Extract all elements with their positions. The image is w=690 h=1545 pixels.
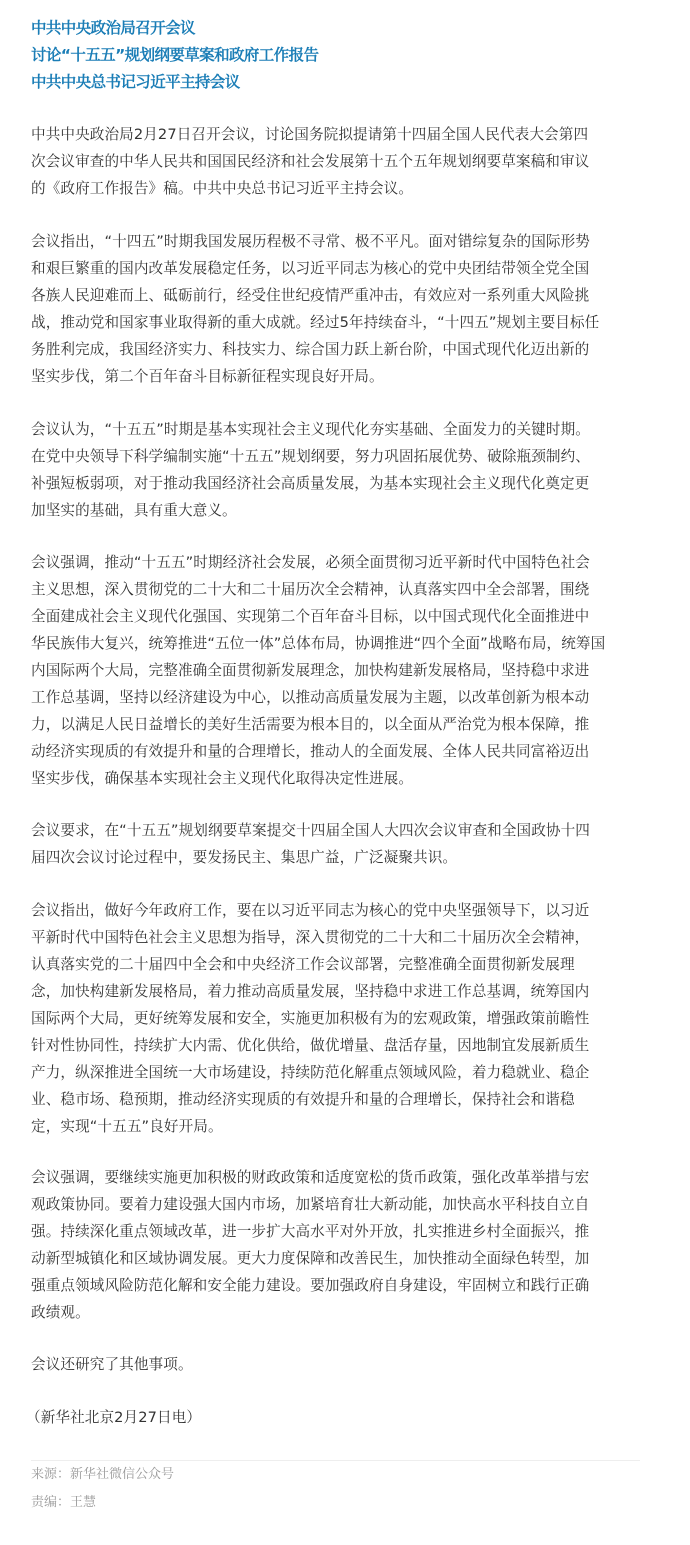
paragraph-policy-emphasis: [31, 1164, 671, 1326]
text-line: 内国际两个大局，完整准确全面贯彻新发展理念，加快构建新发展格局，坚持稳中求进: [31, 662, 590, 679]
text-line: 会议要求，在“十五五”规划纲要草案提交十四届全国人大四次会议审查和全国政协十四: [31, 822, 590, 839]
text-line: 动经济实现质的有效提升和量的合理增长，推动人的全面发展、全体人民共同富裕迈出: [31, 743, 590, 760]
footer-divider: [31, 1460, 640, 1461]
text-line: 会议强调，要继续实施更加积极的财政政策和适度宽松的货币政策，强化改革举措与宏: [31, 1169, 590, 1186]
paragraph-15th-plan-significance: [31, 416, 671, 524]
text-line: 届四次会议讨论过程中，要发扬民主、集思广益，广泛凝聚共识。: [31, 849, 458, 866]
text-line: 会议认为，“十五五”时期是基本实现社会主义现代化夯实基础、全面发力的关键时期。: [31, 421, 590, 438]
text-line: 强重点领域风险防范化解和安全能力建设。要加强政府自身建设，牢固树立和践行正确: [31, 1277, 590, 1294]
text-line: 政绩观。: [31, 1304, 90, 1321]
text-line: 会议还研究了其他事项。: [31, 1356, 193, 1373]
text-line: 针对性协同性，持续扩大内需、优化供给，做优增量、盘活存量，因地制宜发展新质生: [31, 1037, 590, 1054]
text-line: 强。持续深化重点领域改革，进一步扩大高水平对外开放，扎实推进乡村全面振兴，推: [31, 1223, 590, 1240]
source-label: 来源：新华社微信公众号: [31, 1467, 175, 1482]
editor-label: 责编：王慧: [31, 1495, 97, 1510]
text-line: 加坚实的基础，具有重大意义。: [31, 502, 237, 519]
paragraph-15th-plan-principles: [31, 549, 671, 792]
text-line: 工作总基调，坚持以经济建设为中心，以推动高质量发展为主题，以改革创新为根本动: [31, 689, 590, 706]
paragraph-deliberation-requirement: [31, 817, 671, 871]
paragraph-14th-plan-review: [31, 228, 671, 390]
text-line: 补强短板弱项，对于推动我国经济社会高质量发展，为基本实现社会主义现代化奠定更: [31, 475, 590, 492]
text-line: 战，推动党和国家事业取得新的重大成就。经过5年持续奋斗，“十四五”规划主要目标任: [31, 314, 600, 331]
text-line: 认真落实党的二十届四中全会和中央经济工作会议部署，完整准确全面贯彻新发展理: [31, 956, 575, 973]
text-line: 国际两个大局，更好统筹发展和安全，实施更加积极有为的宏观政策，增强政策前瞻性: [31, 1010, 590, 1027]
text-line: 在党中央领导下科学编制实施“十五五”规划纲要，努力巩固拓展优势、破除瓶颈制约、: [31, 448, 590, 465]
text-line: 次会议审查的中华人民共和国国民经济和社会发展第十五个五年规划纲要草案稿和审议: [31, 153, 590, 170]
text-line: 产力，纵深推进全国统一大市场建设，持续防范化解重点领域风险，着力稳就业、稳企: [31, 1064, 590, 1081]
text-line: 全面建成社会主义现代化强国、实现第二个百年奋斗目标，以中国式现代化全面推进中: [31, 608, 590, 625]
text-line: 中共中央政治局2月27日召开会议，讨论国务院拟提请第十四届全国人民代表大会第四: [31, 126, 589, 143]
article-title: [31, 15, 318, 96]
text-line: 华民族伟大复兴，统筹推进“五位一体”总体布局，协调推进“四个全面”战略布局，统筹国: [31, 635, 606, 652]
text-line: 主义思想，深入贯彻党的二十大和二十届历次全会精神，认真落实四中全会部署，围绕: [31, 581, 590, 598]
text-line: 定，实现“十五五”良好开局。: [31, 1118, 223, 1135]
text-line: 的《政府工作报告》稿。中共中央总书记习近平主持会议。: [31, 180, 414, 197]
text-line: 会议指出，“十四五”时期我国发展历程极不寻常、极不平凡。面对错综复杂的国际形势: [31, 233, 590, 250]
text-line: 念，加快构建新发展格局，着力推动高质量发展，坚持稳中求进工作总基调，统筹国内: [31, 983, 590, 1000]
text-line: 务胜利完成，我国经济实力、科技实力、综合国力跃上新台阶，中国式现代化迈出新的: [31, 341, 590, 358]
text-line: 会议强调，推动“十五五”时期经济社会发展，必须全面贯彻习近平新时代中国特色社会: [31, 554, 590, 571]
text-line: 平新时代中国特色社会主义思想为指导，深入贯彻党的二十大和二十届历次全会精神，: [31, 929, 590, 946]
text-line: 坚实步伐，确保基本实现社会主义现代化取得决定性进展。: [31, 770, 414, 787]
title-line-2: 讨论“十五五”规划纲要草案和政府工作报告: [31, 46, 319, 64]
text-line: 观政策协同。要着力建设强大国内市场，加紧培育壮大新动能，加快高水平科技自立自: [31, 1196, 590, 1213]
title-line-3: 中共中央总书记习近平主持会议: [31, 73, 240, 91]
text-line: 会议指出，做好今年政府工作，要在以习近平同志为核心的党中央坚强领导下，以习近: [31, 902, 590, 919]
paragraph-other-matters: [31, 1351, 671, 1378]
text-line: （新华社北京2月27日电）: [26, 1409, 202, 1426]
text-line: 各族人民迎难而上、砥砺前行，经受住世纪疫情严重冲击，有效应对一系列重大风险挑: [31, 287, 590, 304]
text-line: 力，以满足人民日益增长的美好生活需要为根本目的，以全面从严治党为根本保障，推: [31, 716, 590, 733]
dateline: [26, 1404, 666, 1431]
title-line-1: 中共中央政治局召开会议: [31, 19, 195, 37]
text-line: 和艰巨繁重的国内改革发展稳定任务，以习近平同志为核心的党中央团结带领全党全国: [31, 260, 590, 277]
paragraph-intro: [31, 121, 671, 202]
text-line: 业、稳市场、稳预期，推动经济实现质的有效提升和量的合理增长，保持社会和谐稳: [31, 1091, 575, 1108]
text-line: 坚实步伐，第二个百年奋斗目标新征程实现良好开局。: [31, 368, 384, 385]
text-line: 动新型城镇化和区域协调发展。更大力度保障和改善民生，加快推动全面绿色转型，加: [31, 1250, 590, 1267]
paragraph-government-work: [31, 897, 671, 1140]
